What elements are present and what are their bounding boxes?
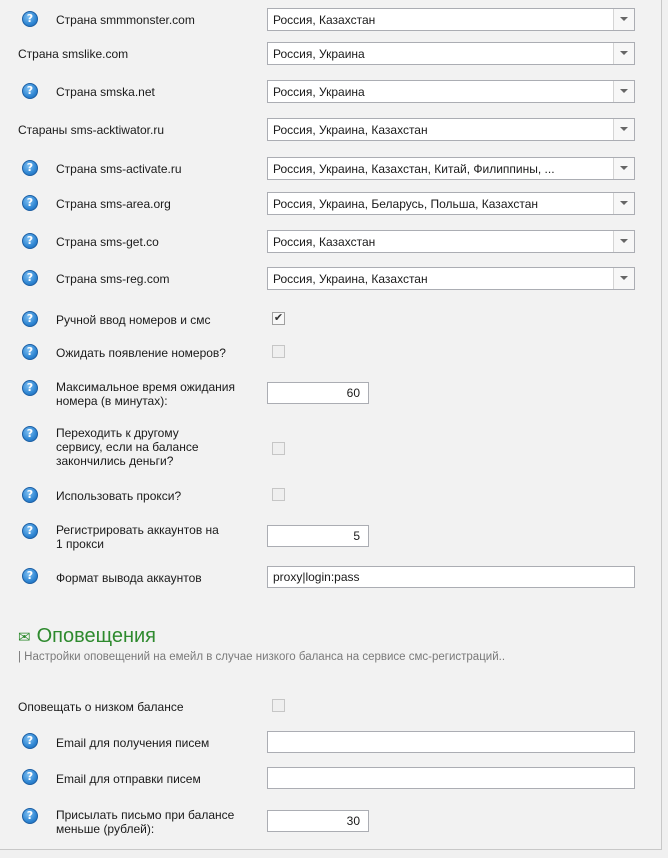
country-select-value: Россия, Казахстан bbox=[273, 235, 376, 249]
help-icon[interactable]: ? bbox=[22, 769, 38, 785]
chevron-down-icon[interactable] bbox=[613, 9, 634, 30]
chevron-down-icon[interactable] bbox=[613, 231, 634, 252]
switch-service-label-line3: закончились деньги? bbox=[56, 454, 174, 468]
country-label: Страна smslike.com bbox=[18, 47, 129, 61]
help-icon[interactable]: ? bbox=[22, 11, 38, 27]
output-format-row bbox=[0, 566, 661, 590]
chevron-down-icon[interactable] bbox=[613, 43, 634, 64]
threshold-label-line1: Присылать письмо при балансе bbox=[56, 808, 235, 822]
email-send-label: Email для отправки писем bbox=[56, 772, 201, 786]
notify-low-row bbox=[0, 697, 661, 717]
max-wait-label-line2: номера (в минутах): bbox=[56, 394, 168, 408]
country-row-sms-activate bbox=[0, 157, 661, 181]
manual-input-label: Ручной ввод номеров и смс bbox=[56, 313, 211, 327]
accounts-per-proxy-label-line2: 1 прокси bbox=[56, 537, 104, 551]
country-select-value: Россия, Украина, Казахстан bbox=[273, 123, 428, 137]
help-icon[interactable]: ? bbox=[22, 233, 38, 249]
country-select[interactable] bbox=[267, 267, 635, 290]
country-select[interactable] bbox=[267, 42, 635, 65]
help-icon[interactable]: ? bbox=[22, 83, 38, 99]
help-icon[interactable]: ? bbox=[22, 270, 38, 286]
help-icon[interactable]: ? bbox=[22, 195, 38, 211]
use-proxy-row bbox=[0, 486, 661, 506]
help-icon[interactable]: ? bbox=[22, 808, 38, 824]
manual-input-row bbox=[0, 310, 661, 330]
email-receive-input[interactable] bbox=[267, 731, 635, 753]
help-icon[interactable]: ? bbox=[22, 487, 38, 503]
notify-low-label: Оповещать о низком балансе bbox=[18, 700, 184, 714]
country-select[interactable] bbox=[267, 157, 635, 180]
switch-service-label-line1: Переходить к другому bbox=[56, 426, 179, 440]
country-select[interactable] bbox=[267, 8, 635, 31]
threshold-row bbox=[0, 806, 661, 838]
chevron-down-icon[interactable] bbox=[613, 119, 634, 140]
use-proxy-checkbox[interactable] bbox=[272, 488, 285, 501]
wait-numbers-checkbox[interactable] bbox=[272, 345, 285, 358]
max-wait-label-line1: Максимальное время ожидания bbox=[56, 380, 235, 394]
notifications-heading bbox=[18, 624, 156, 650]
country-row-sms-acktiwator bbox=[0, 118, 661, 142]
switch-service-row bbox=[0, 424, 661, 472]
help-icon[interactable]: ? bbox=[22, 380, 38, 396]
switch-service-checkbox[interactable] bbox=[272, 442, 285, 455]
notify-low-checkbox[interactable] bbox=[272, 699, 285, 712]
chevron-down-icon[interactable] bbox=[613, 158, 634, 179]
accounts-per-proxy-label-line1: Регистрировать аккаунтов на bbox=[56, 523, 219, 537]
help-icon[interactable]: ? bbox=[22, 344, 38, 360]
country-select[interactable] bbox=[267, 118, 635, 141]
notifications-description: | Настройки оповещений на емейл в случае низкого баланса на сервисе смс-регистраций.. bbox=[18, 651, 506, 663]
country-select-value: Россия, Украина, Казахстан, Китай, Филиппины, ... bbox=[273, 162, 555, 176]
country-label: Страна sms-get.co bbox=[56, 235, 159, 249]
wait-numbers-row bbox=[0, 343, 661, 363]
email-send-row bbox=[0, 767, 661, 791]
wait-numbers-label: Ожидать появление номеров? bbox=[56, 346, 226, 360]
country-select-value: Россия, Украина, Беларусь, Польша, Казахстан bbox=[273, 197, 539, 211]
country-label: Страна smmmonster.com bbox=[56, 13, 195, 27]
accounts-per-proxy-row bbox=[0, 521, 661, 553]
country-label: Страна smska.net bbox=[56, 85, 155, 99]
country-select[interactable] bbox=[267, 80, 635, 103]
country-row-sms-get bbox=[0, 230, 661, 254]
country-label: Страна sms-reg.com bbox=[56, 272, 170, 286]
help-icon[interactable]: ? bbox=[22, 568, 38, 584]
country-row-sms-reg bbox=[0, 267, 661, 291]
envelope-icon: ✉ bbox=[18, 629, 31, 646]
country-select[interactable] bbox=[267, 230, 635, 253]
country-label: Страна sms-activate.ru bbox=[56, 162, 182, 176]
accounts-per-proxy-input[interactable]: 5 bbox=[267, 525, 369, 547]
max-wait-row bbox=[0, 378, 661, 410]
threshold-input[interactable]: 30 bbox=[267, 810, 369, 832]
email-receive-row bbox=[0, 731, 661, 755]
country-select-value: Россия, Украина, Казахстан bbox=[273, 272, 428, 286]
country-label: Страна sms-area.org bbox=[56, 197, 171, 211]
chevron-down-icon[interactable] bbox=[613, 268, 634, 289]
email-send-input[interactable] bbox=[267, 767, 635, 789]
country-row-smska bbox=[0, 80, 661, 104]
country-select-value: Россия, Казахстан bbox=[273, 13, 376, 27]
chevron-down-icon[interactable] bbox=[613, 193, 634, 214]
country-select-value: Россия, Украина bbox=[273, 47, 365, 61]
country-label: Стараны sms-acktiwator.ru bbox=[18, 123, 164, 137]
country-select[interactable] bbox=[267, 192, 635, 215]
help-icon[interactable]: ? bbox=[22, 160, 38, 176]
output-format-label: Формат вывода аккаунтов bbox=[56, 571, 202, 585]
country-row-smmmonster bbox=[0, 8, 661, 32]
email-receive-label: Email для получения писем bbox=[56, 736, 210, 750]
manual-input-checkbox[interactable]: ✔ bbox=[273, 312, 284, 324]
country-row-sms-area bbox=[0, 192, 661, 216]
notifications-title: Оповещения bbox=[36, 625, 157, 647]
switch-service-label-line2: сервису, если на балансе bbox=[56, 440, 199, 454]
help-icon[interactable]: ? bbox=[22, 733, 38, 749]
country-row-smslike bbox=[0, 42, 661, 66]
max-wait-input[interactable]: 60 bbox=[267, 382, 369, 404]
threshold-label-line2: меньше (рублей): bbox=[56, 822, 155, 836]
help-icon[interactable]: ? bbox=[22, 311, 38, 327]
use-proxy-label: Использовать прокси? bbox=[56, 489, 182, 503]
country-select-value: Россия, Украина bbox=[273, 85, 365, 99]
help-icon[interactable]: ? bbox=[22, 426, 38, 442]
output-format-input[interactable]: proxy|login:pass bbox=[267, 566, 635, 588]
help-icon[interactable]: ? bbox=[22, 523, 38, 539]
chevron-down-icon[interactable] bbox=[613, 81, 634, 102]
